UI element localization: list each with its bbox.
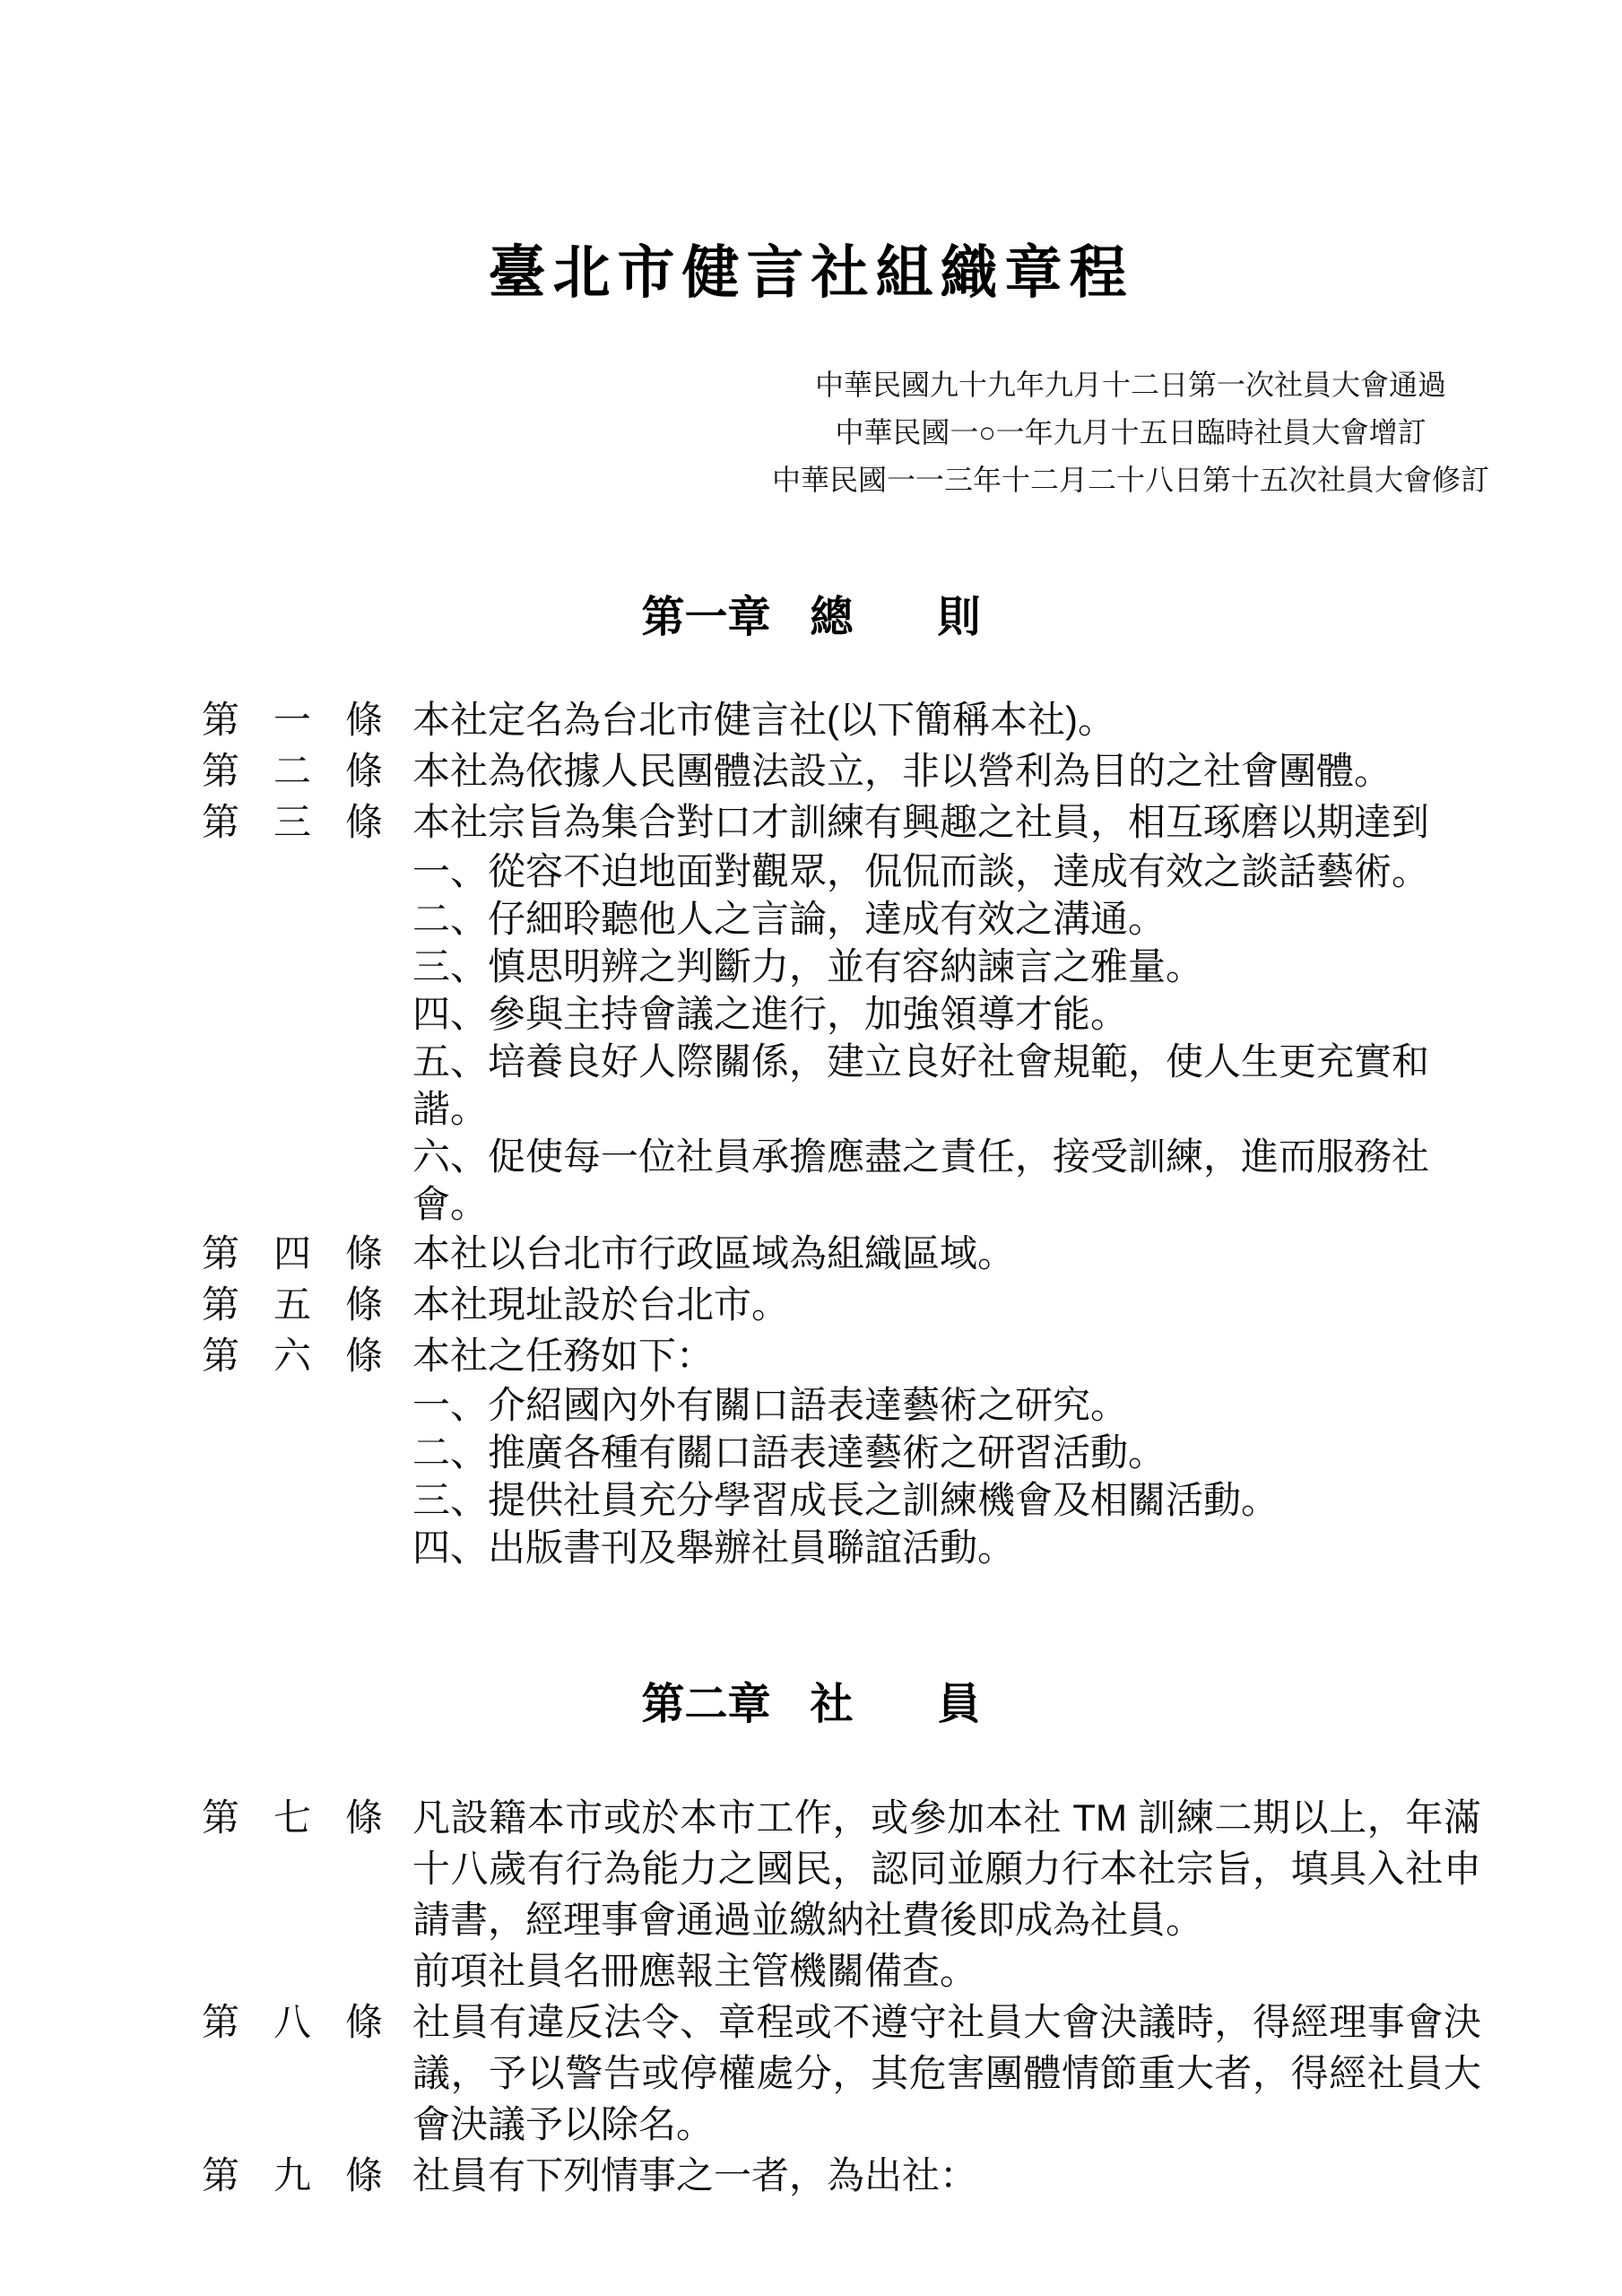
article-item: 四、參與主持會議之進行，加強領導才能。 xyxy=(412,993,1129,1035)
article-paragraph: 社員有違反法令、章程或不遵守社員大會決議時，得經理事會決議，予以警告或停權處分，其危害團體情節重大者，得經社員大會決議予以除名。 xyxy=(412,2001,1481,2145)
article-item: 三、提供社員充分學習成長之訓練機會及相關活動。 xyxy=(412,1479,1279,1521)
label-char: 六 xyxy=(273,1335,311,1377)
article-body xyxy=(412,745,1481,796)
label-char: 條 xyxy=(344,699,383,741)
article-paragraph: 本社之任務如下： xyxy=(412,1335,715,1377)
revision-line: 中華民國九十九年九月十二日第一次社員大會通過 xyxy=(814,369,1446,401)
chapter-2-heading xyxy=(0,1677,1622,1733)
article-number-label xyxy=(202,1792,383,1843)
article-5 xyxy=(0,1279,1622,1330)
label-char: 第 xyxy=(202,699,240,741)
article-body xyxy=(412,1279,1481,1330)
label-char: 八 xyxy=(273,2001,311,2043)
article-paragraph: 本社為依據人民團體法設立，非以營利為目的之社會團體。 xyxy=(412,750,1392,792)
article-item: 五、培養良好人際關係，建立良好社會規範，使人生更充實和諧。 xyxy=(412,1040,1430,1130)
revision-line: 中華民國一○一年九月十五日臨時社員大會增訂 xyxy=(835,416,1427,448)
article-1 xyxy=(0,694,1622,745)
label-char: 二 xyxy=(273,750,311,792)
article-body xyxy=(412,1330,1481,1571)
chapter-1-articles xyxy=(0,694,1622,1571)
label-char: 條 xyxy=(344,1796,383,1839)
label-char: 一 xyxy=(273,699,311,741)
article-number-label xyxy=(202,1996,383,2048)
chapter-title-char: 總 xyxy=(810,594,854,641)
chapter-number: 第二章 xyxy=(641,1681,771,1728)
article-item: 三、慎思明辨之判斷力，並有容納諫言之雅量。 xyxy=(412,945,1204,987)
article-number-label xyxy=(202,1228,383,1279)
label-char: 第 xyxy=(202,2154,240,2196)
article-number-label xyxy=(202,796,383,848)
article-item: 一、從容不迫地面對觀眾，侃侃而談，達成有效之談話藝術。 xyxy=(412,850,1430,892)
chapter-2-articles xyxy=(0,1792,1622,2201)
label-char: 第 xyxy=(202,1796,240,1839)
article-body xyxy=(412,1996,1481,2150)
article-item: 六、促使每一位社員承擔應盡之責任，接受訓練，進而服務社會。 xyxy=(412,1135,1430,1225)
article-number-label xyxy=(202,2150,383,2201)
article-number-label xyxy=(202,1330,383,1381)
chapter-title-char: 則 xyxy=(937,594,981,641)
article-2 xyxy=(0,745,1622,796)
label-char: 條 xyxy=(344,2001,383,2043)
article-item: 二、推廣各種有關口語表達藝術之研習活動。 xyxy=(412,1431,1167,1474)
label-char: 九 xyxy=(273,2154,311,2196)
article-body xyxy=(412,2150,1481,2201)
revision-history xyxy=(772,361,1489,504)
article-6 xyxy=(0,1330,1622,1571)
article-number-label xyxy=(202,694,383,745)
label-char: 條 xyxy=(344,750,383,792)
article-item: 一、介紹國內外有關口語表達藝術之研究。 xyxy=(412,1384,1129,1426)
label-char: 四 xyxy=(273,1232,311,1274)
label-char: 七 xyxy=(273,1796,311,1839)
article-item: 二、仔細聆聽他人之言論，達成有效之溝通。 xyxy=(412,898,1167,940)
label-char: 第 xyxy=(202,1232,240,1274)
article-7 xyxy=(0,1792,1622,1996)
chapter-title-char: 社 xyxy=(810,1681,854,1728)
article-paragraph: 本社宗旨為集合對口才訓練有興趣之社員，相互琢磨以期達到 xyxy=(412,801,1430,843)
label-char: 條 xyxy=(344,801,383,843)
article-4 xyxy=(0,1228,1622,1279)
label-char: 條 xyxy=(344,2154,383,2196)
label-char: 條 xyxy=(344,1232,383,1274)
label-char: 第 xyxy=(202,801,240,843)
article-number-label xyxy=(202,1279,383,1330)
article-paragraph: 社員有下列情事之一者，為出社： xyxy=(412,2154,978,2196)
article-3 xyxy=(0,796,1622,1228)
label-char: 第 xyxy=(202,1283,240,1326)
article-number-label xyxy=(202,745,383,796)
label-char: 第 xyxy=(202,2001,240,2043)
article-paragraph: 前項社員名冊應報主管機關備查。 xyxy=(412,1950,978,1992)
label-char: 條 xyxy=(344,1283,383,1326)
label-char: 五 xyxy=(273,1283,311,1326)
article-body xyxy=(412,796,1481,1228)
article-item: 四、出版書刊及舉辦社員聯誼活動。 xyxy=(412,1526,1016,1569)
article-body xyxy=(412,1228,1481,1279)
article-paragraph: 本社以台北市行政區域為組織區域。 xyxy=(412,1232,1016,1274)
chapter-number: 第一章 xyxy=(641,594,771,641)
article-9 xyxy=(0,2150,1622,2201)
article-paragraph: 本社現址設於台北市。 xyxy=(412,1283,790,1326)
article-paragraph: 凡設籍本市或於本市工作，或參加本社 TM 訓練二期以上，年滿十八歲有行為能力之國民，認同並願力行本社宗旨，填具入社申請書，經理事會通過並繳納社費後即成為社員。 xyxy=(412,1796,1481,1941)
article-8 xyxy=(0,1996,1622,2150)
article-body xyxy=(412,1792,1481,1996)
revision-line: 中華民國一一三年十二月二十八日第十五次社員大會修訂 xyxy=(771,464,1489,496)
document-title: 臺北市健言社組織章程 xyxy=(488,240,1134,305)
article-body xyxy=(412,694,1481,745)
chapter-1-heading xyxy=(0,590,1622,646)
label-char: 第 xyxy=(202,1335,240,1377)
label-char: 第 xyxy=(202,750,240,792)
label-char: 三 xyxy=(273,801,311,843)
label-char: 條 xyxy=(344,1335,383,1377)
chapter-title-char: 員 xyxy=(937,1681,981,1728)
article-paragraph: 本社定名為台北市健言社(以下簡稱本社)。 xyxy=(412,699,1115,741)
